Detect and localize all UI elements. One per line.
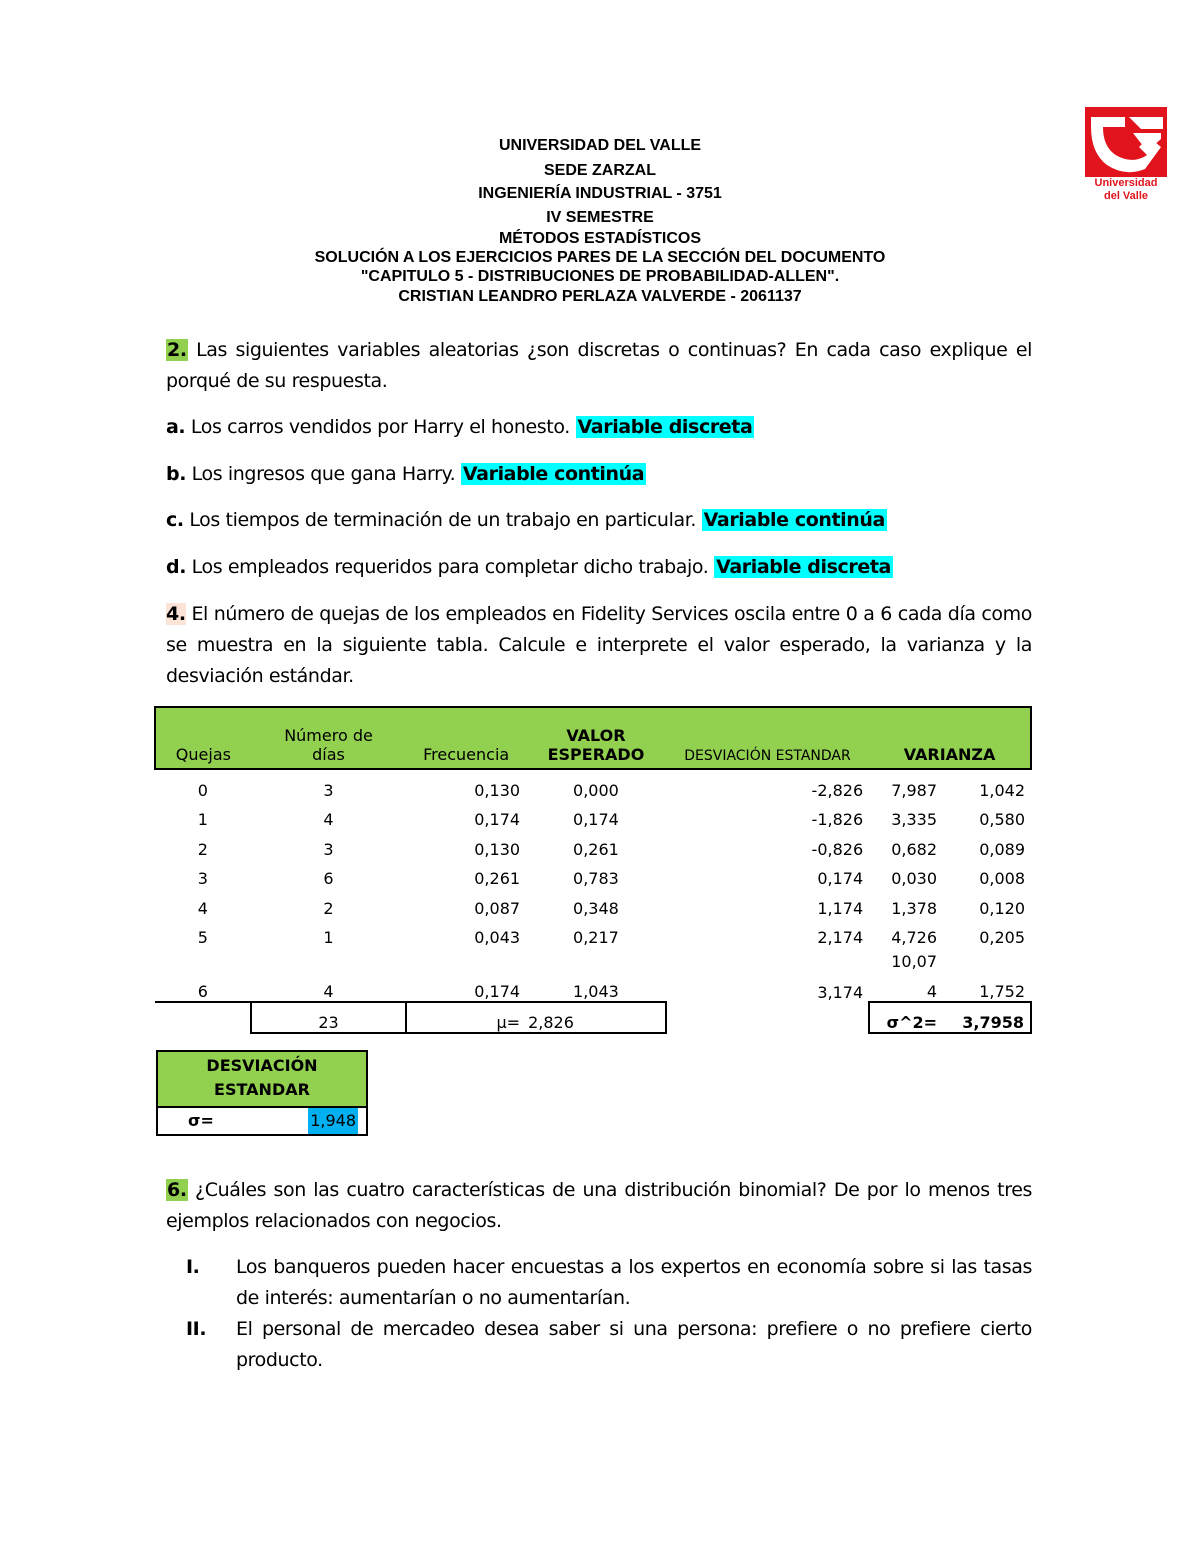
cell-quejas: 2	[197, 839, 208, 859]
cell-varianza: 0,120	[979, 898, 1025, 918]
cell-varianza: 0,089	[979, 839, 1025, 859]
header-course: MÉTODOS ESTADÍSTICOS	[498, 230, 702, 247]
header-semester: IV SEMESTRE	[546, 209, 654, 226]
question-4-text: El número de quejas de los empleados en Fidelity Services oscila entre 0 a 6 cada día como se muestra en la siguiente tabla. Calcule e interprete el valor esperado, la varianza y la desviación estándar.	[166, 603, 1032, 687]
std-title-line1: DESVIACIÓN	[206, 1056, 318, 1075]
table-header-row	[155, 707, 1031, 769]
cell-desviacion: 0,174	[817, 869, 864, 888]
cell-quejas: 6	[155, 971, 251, 1002]
std-deviation-row	[158, 1108, 366, 1134]
answer-d-letter: d.	[166, 556, 187, 578]
cell-dias: 4	[323, 981, 334, 1001]
cell-frecuencia: 0,174	[474, 810, 521, 829]
answer-a	[166, 412, 1032, 443]
cell-valor-esperado: 0,348	[573, 898, 619, 918]
cell-dias: 1	[323, 928, 334, 947]
cell-cuadrado: 10,07	[891, 952, 938, 971]
logo-line-1: Universidad	[1094, 177, 1158, 189]
answer-d-text: Los empleados requeridos para completar dicho trabajo.	[186, 556, 715, 578]
total-days: 23	[251, 1002, 406, 1034]
cell-desviacion: -2,826	[811, 780, 864, 800]
cell-varianza: 1,752	[979, 981, 1025, 1001]
sigma2-label: σ^2=	[869, 1002, 943, 1034]
header-dias	[251, 707, 406, 769]
table-row	[155, 888, 1031, 918]
mu-value: 2,826	[526, 1002, 666, 1034]
cell-valor-esperado: 0,217	[573, 928, 619, 947]
answer-c	[166, 505, 1032, 536]
cell-valor-esperado: 0,000	[573, 780, 619, 800]
cell-valor-esperado: 0,174	[573, 810, 619, 829]
cell-quejas: 3	[197, 869, 208, 888]
header-chapter: "CAPITULO 5 - DISTRIBUCIONES DE PROBABILIDAD-ALLEN".	[360, 268, 840, 285]
list-item-text: Los banqueros pueden hacer encuestas a los expertos en economía sobre si las tasas de interés: aumentarían o no aumentarían.	[236, 1256, 1032, 1309]
table-row	[155, 947, 1031, 971]
std-deviation-box	[156, 1050, 368, 1136]
cell-dias: 4	[323, 810, 334, 829]
header-university: UNIVERSIDAD DEL VALLE	[498, 137, 702, 154]
table-row	[155, 918, 1031, 948]
answer-a-text: Los carros vendidos por Harry el honesto.	[185, 416, 576, 438]
cell-frecuencia: 0,174	[474, 981, 521, 1001]
cell-varianza: 0,205	[979, 928, 1025, 947]
cell-quejas: 4	[197, 898, 208, 918]
cell-dias: 3	[323, 780, 334, 800]
logo-wordmark	[1085, 177, 1167, 203]
complaints-table	[154, 706, 1032, 1034]
question-4	[166, 599, 1032, 692]
answer-d	[166, 552, 1032, 583]
question-2	[166, 335, 1032, 397]
cell-cuadrado: 4	[926, 981, 938, 1001]
cell-quejas	[155, 947, 251, 971]
answer-a-highlight: Variable discreta	[577, 416, 753, 438]
university-logo	[1085, 107, 1167, 205]
answer-c-highlight: Variable continúa	[703, 509, 885, 531]
answer-a-letter: a.	[166, 416, 186, 438]
cell-desviacion: 2,174	[817, 928, 864, 947]
cell-desviacion: -0,826	[811, 839, 864, 859]
question-6-number: 6.	[167, 1179, 187, 1201]
list-item-numeral: II.	[186, 1318, 207, 1340]
table-row	[155, 859, 1031, 889]
list-item-numeral: I.	[186, 1256, 200, 1278]
cell-desviacion: 3,174	[817, 982, 864, 1002]
cell-frecuencia: 0,043	[474, 928, 521, 947]
cell-cuadrado: 0,030	[891, 869, 938, 888]
header-program: INGENIERÍA INDUSTRIAL - 3751	[478, 185, 722, 202]
answer-b-letter: b.	[166, 463, 187, 485]
cell-quejas: 0	[197, 780, 208, 800]
cell-varianza: 1,042	[979, 780, 1025, 800]
std-deviation-title	[158, 1052, 366, 1108]
header-dias-line1: Número de	[284, 726, 373, 745]
header-desviacion: DESVIACIÓN ESTANDAR	[666, 707, 869, 769]
table-row	[155, 800, 1031, 830]
cell-cuadrado: 4,726	[891, 928, 938, 947]
cell-frecuencia	[406, 947, 526, 971]
table-row	[155, 769, 1031, 800]
cell-valor-esperado: 1,043	[573, 981, 619, 1001]
answer-b	[166, 459, 1032, 490]
cell-valor-esperado: 0,783	[573, 869, 619, 888]
cell-dias: 2	[323, 898, 334, 918]
header-valor-line1: VALOR	[566, 726, 626, 745]
std-title-line2: ESTANDAR	[214, 1080, 310, 1099]
answer-d-highlight: Variable discreta	[716, 556, 891, 578]
sigma-value: 1,948	[308, 1108, 358, 1134]
answer-b-highlight: Variable continúa	[462, 463, 645, 485]
question-2-number: 2.	[167, 339, 187, 361]
cell-varianza: 0,008	[979, 869, 1025, 888]
mu-label: μ=	[406, 1002, 526, 1034]
cell-frecuencia: 0,087	[474, 898, 521, 918]
header-dias-line2: días	[312, 745, 345, 764]
header-valor-esperado	[526, 707, 666, 769]
answer-c-letter: c.	[166, 509, 184, 531]
header-quejas: Quejas	[155, 707, 251, 769]
cell-frecuencia: 0,130	[474, 839, 521, 859]
cell-cuadrado: 0,682	[891, 839, 938, 859]
sigma2-value: 3,7958	[943, 1002, 1031, 1034]
header-campus: SEDE ZARZAL	[544, 162, 656, 179]
header-frecuencia: Frecuencia	[406, 707, 526, 769]
logo-line-2: del Valle	[1103, 190, 1149, 202]
answer-c-text: Los tiempos de terminación de un trabajo en particular.	[183, 509, 702, 531]
cell-frecuencia: 0,261	[474, 869, 521, 888]
cell-quejas: 1	[197, 810, 208, 829]
question-2-text: Las siguientes variables aleatorias ¿son discretas o continuas? En cada caso explique el porqué de su respuesta.	[166, 339, 1032, 392]
list-item	[166, 1252, 1032, 1314]
examples-list	[166, 1252, 1032, 1376]
cell-cuadrado: 7,987	[891, 780, 938, 800]
question-6-text: ¿Cuáles son las cuatro características de una distribución binomial? De por lo menos tres ejemplos relacionados con negocios.	[166, 1179, 1032, 1232]
table-row	[155, 971, 1031, 1002]
cell-dias: 3	[323, 839, 334, 859]
cell-cuadrado: 1,378	[891, 898, 938, 918]
cell-desviacion	[666, 947, 869, 971]
answer-b-text: Los ingresos que gana Harry.	[186, 463, 461, 485]
list-item-text: El personal de mercadeo desea saber si una persona: prefiere o no prefiere cierto producto.	[236, 1318, 1032, 1371]
cell-dias	[251, 947, 406, 971]
table-totals-row	[155, 1002, 1031, 1034]
header-valor-line2: ESPERADO	[547, 745, 645, 764]
cell-frecuencia: 0,130	[474, 780, 521, 800]
cell-valor-esperado: 0,261	[573, 839, 619, 859]
sigma-label: σ=	[188, 1111, 214, 1130]
logo-mark-icon	[1085, 107, 1167, 177]
header-author: CRISTIAN LEANDRO PERLAZA VALVERDE - 2061137	[398, 288, 802, 305]
cell-quejas: 5	[197, 928, 208, 947]
cell-cuadrado: 3,335	[891, 810, 938, 829]
list-item	[166, 1314, 1032, 1376]
table-row	[155, 829, 1031, 859]
cell-dias: 6	[323, 869, 334, 888]
question-6	[166, 1175, 1032, 1237]
header-subtitle: SOLUCIÓN A LOS EJERCICIOS PARES DE LA SECCIÓN DEL DOCUMENTO	[314, 249, 886, 266]
cell-desviacion: 1,174	[817, 898, 864, 918]
cell-desviacion: -1,826	[811, 810, 864, 829]
cell-varianza	[943, 947, 1031, 971]
question-4-number: 4.	[166, 603, 186, 625]
cell-valor-esperado	[526, 947, 666, 971]
header-varianza: VARIANZA	[869, 707, 1031, 769]
cell-varianza: 0,580	[979, 810, 1025, 829]
